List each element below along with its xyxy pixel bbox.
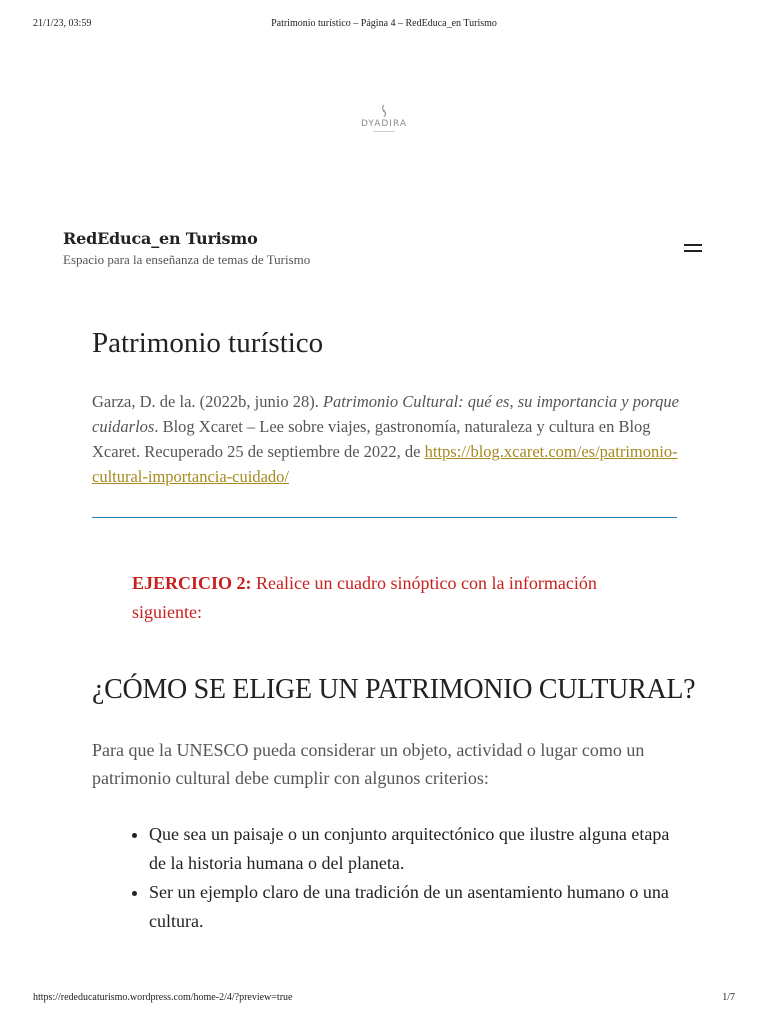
list-item: • Ser un ejemplo claro de una tradición de un asentamiento humano o una cultura.	[149, 878, 682, 936]
site-title[interactable]: RedEduca_en Turismo	[63, 229, 258, 248]
print-header	[0, 18, 768, 32]
menu-toggle-icon[interactable]	[684, 244, 702, 256]
intro-paragraph: Para que la UNESCO pueda considerar un objeto, actividad o lugar como un patrimonio cultural debe cumplir con algunos criterios:	[92, 740, 645, 788]
site-logo[interactable]	[354, 104, 414, 140]
list-item: • Que sea un paisaje o un conjunto arquitectónico que ilustre alguna etapa de la historia humana o del planeta.	[149, 820, 682, 878]
citation-title: Patrimonio Cultural: qué es, su importancia y porque cuidarlos	[92, 392, 679, 436]
citation-suffix: . Blog Xcaret – Lee sobre viajes, gastronomía, naturaleza y cultura en Blog Xcaret. Recuperado 25 de septiembre de 2022, de	[92, 417, 651, 461]
logo-underline	[373, 131, 395, 132]
section-heading: ¿CÓMO SE ELIGE UN PATRIMONIO CULTURAL?	[92, 674, 696, 705]
logo-icon	[379, 104, 389, 118]
print-datetime: 21/1/23, 03:59	[33, 18, 92, 29]
print-url: https://rededucaturismo.wordpress.com/home-2/4/?preview=true	[33, 992, 293, 1003]
exercise-label: EJERCICIO 2:	[132, 573, 252, 593]
page-title: Patrimonio turístico	[92, 327, 324, 359]
site-description: Espacio para la enseñanza de temas de Turismo	[63, 252, 311, 267]
exercise-text: Realice un cuadro sinóptico con la información siguiente:	[132, 573, 597, 622]
print-page-count: 1/7	[722, 992, 735, 1003]
citation-prefix: Garza, D. de la. (2022b, junio 28).	[92, 392, 323, 411]
exercise-paragraph	[132, 569, 652, 627]
criteria-list	[92, 820, 682, 936]
citation-paragraph	[92, 389, 682, 489]
print-page-title: Patrimonio turístico – Página 4 – RedEduca_en Turismo	[271, 18, 497, 29]
print-footer	[0, 992, 768, 1006]
citation-link[interactable]: https://blog.xcaret.com/es/patrimonio-cultural-importancia-cuidado/	[92, 442, 678, 486]
logo-text: DYADIRA	[360, 119, 408, 129]
separator	[92, 517, 677, 518]
